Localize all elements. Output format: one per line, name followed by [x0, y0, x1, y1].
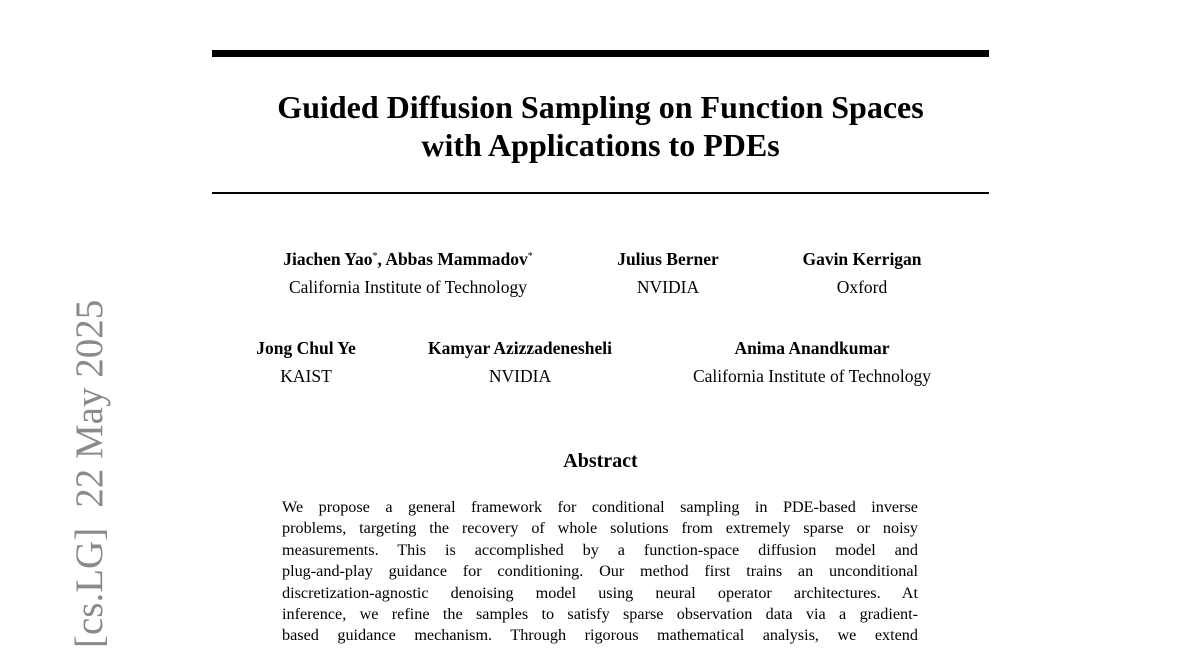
- author-affiliation: NVIDIA: [488, 366, 552, 386]
- author-group-oxford: [782, 248, 942, 298]
- author-name: Kamyar Azizzadenesheli: [428, 338, 612, 358]
- title-line-2: with Applications to PDEs: [421, 127, 780, 163]
- author-affiliation: KAIST: [280, 366, 332, 386]
- arxiv-stamp: [70, 300, 109, 648]
- abstract-body: [282, 497, 918, 647]
- author-group-caltech-1: Jiachen Yao*, Abbas Mammadov* California Institute of Technology: [258, 248, 558, 298]
- abstract-line: based guidance mechanism. Through rigorous mathematical analysis, we extend: [282, 626, 918, 645]
- author-name: Abbas Mammadov: [385, 249, 528, 269]
- author-affiliation: California Institute of Technology: [692, 366, 932, 386]
- author-name: Julius Berner: [617, 249, 719, 269]
- author-affiliation: California Institute of Technology: [288, 277, 528, 297]
- arxiv-category: [cs.LG]: [68, 527, 111, 648]
- author-name: Jong Chul Ye: [256, 338, 356, 358]
- title-line-1: Guided Diffusion Sampling on Function Spaces: [277, 89, 924, 125]
- author-group-nvidia-1: [588, 248, 748, 298]
- author-group-nvidia-2: [405, 337, 635, 387]
- paper-title: [212, 88, 989, 164]
- author-name: Gavin Kerrigan: [802, 249, 922, 269]
- arxiv-date: 22 May 2025: [68, 299, 111, 508]
- abstract-line: measurements. This is accomplished by a function-space diffusion model and: [282, 540, 918, 559]
- author-group-kaist: [236, 337, 376, 387]
- abstract-line: problems, targeting the recovery of whole solutions from extremely sparse or noisy: [282, 519, 918, 538]
- abstract-line: discretization-agnostic denoising model using neural operator architectures. At: [282, 583, 918, 602]
- title-rule: [212, 192, 989, 194]
- top-rule: [212, 50, 989, 57]
- author-affiliation: NVIDIA: [636, 277, 700, 297]
- abstract-line: plug-and-play guidance for conditioning. Our method first trains an unconditional: [282, 562, 918, 581]
- author-group-caltech-2: [672, 337, 952, 387]
- abstract-line: We propose a general framework for conditional sampling in PDE-based inverse: [282, 498, 918, 516]
- equal-contribution-mark: *: [527, 251, 533, 262]
- author-name: Jiachen Yao: [283, 249, 373, 269]
- abstract-heading: Abstract: [563, 450, 638, 472]
- abstract-line: inference, we refine the samples to satisfy sparse observation data via a gradient-: [282, 605, 918, 624]
- equal-contribution-mark: *: [372, 251, 378, 262]
- author-affiliation: Oxford: [836, 277, 888, 297]
- author-name: Anima Anandkumar: [734, 338, 890, 358]
